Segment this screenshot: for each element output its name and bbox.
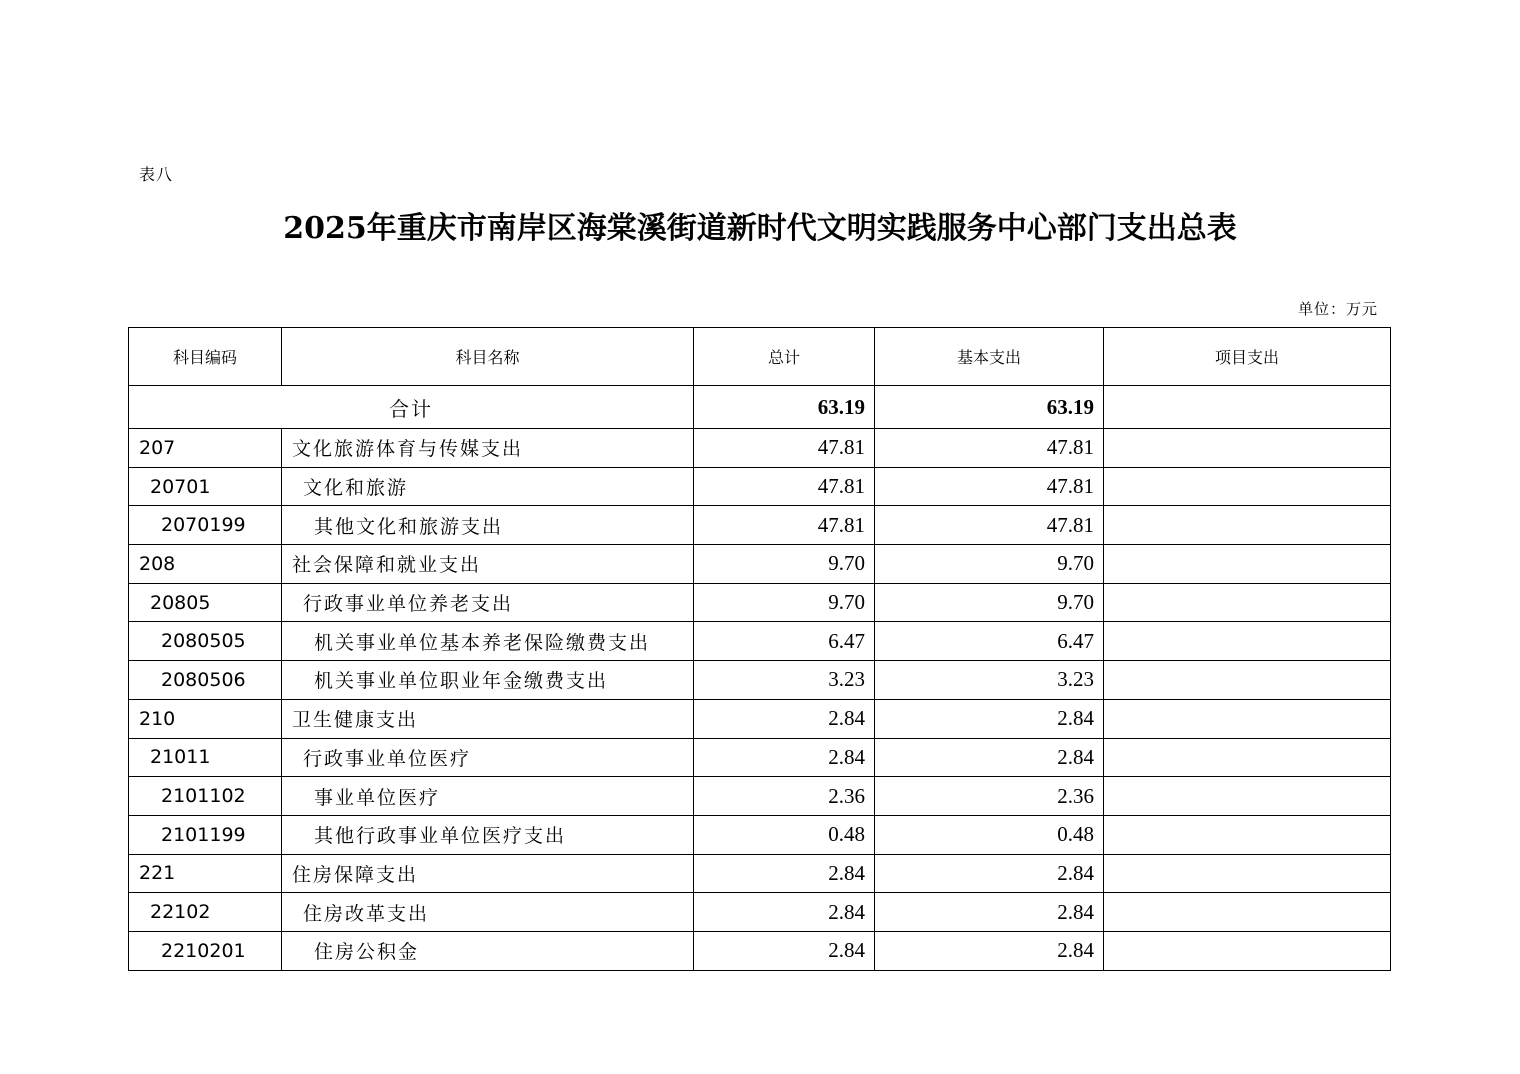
row-basic: 47.81 (875, 467, 1104, 506)
row-code: 207 (129, 429, 282, 468)
header-total: 总计 (694, 328, 875, 386)
row-total: 47.81 (694, 429, 875, 468)
header-basic: 基本支出 (875, 328, 1104, 386)
row-name: 行政事业单位医疗 (282, 738, 694, 777)
row-basic: 0.48 (875, 815, 1104, 854)
table-row (129, 545, 1391, 584)
row-basic: 9.70 (875, 545, 1104, 584)
row-code: 2210201 (129, 931, 282, 970)
row-total: 2.84 (694, 738, 875, 777)
row-code: 20701 (129, 467, 282, 506)
row-project (1104, 506, 1391, 545)
row-code: 21011 (129, 738, 282, 777)
table-row (129, 467, 1391, 506)
row-total: 47.81 (694, 506, 875, 545)
row-total: 9.70 (694, 545, 875, 584)
row-total: 47.81 (694, 467, 875, 506)
table-row (129, 893, 1391, 932)
total-label: 合计 (129, 386, 694, 429)
row-name: 住房改革支出 (282, 893, 694, 932)
header-name: 科目名称 (282, 328, 694, 386)
row-basic: 9.70 (875, 583, 1104, 622)
row-name: 机关事业单位职业年金缴费支出 (282, 661, 694, 700)
row-project (1104, 931, 1391, 970)
row-name: 住房保障支出 (282, 854, 694, 893)
row-name: 卫生健康支出 (282, 699, 694, 738)
row-project (1104, 777, 1391, 816)
total-project (1104, 386, 1391, 429)
row-total: 0.48 (694, 815, 875, 854)
row-total: 2.36 (694, 777, 875, 816)
row-name: 其他文化和旅游支出 (282, 506, 694, 545)
row-name: 社会保障和就业支出 (282, 545, 694, 584)
row-name: 机关事业单位基本养老保险缴费支出 (282, 622, 694, 661)
row-total: 2.84 (694, 854, 875, 893)
total-basic: 63.19 (875, 386, 1104, 429)
page-title: 2025年重庆市南岸区海棠溪街道新时代文明实践服务中心部门支出总表 (283, 211, 1237, 246)
table-row (129, 931, 1391, 970)
row-code: 2070199 (129, 506, 282, 545)
table-row (129, 622, 1391, 661)
row-project (1104, 622, 1391, 661)
row-project (1104, 738, 1391, 777)
row-total: 2.84 (694, 893, 875, 932)
row-basic: 2.84 (875, 699, 1104, 738)
row-basic: 2.84 (875, 931, 1104, 970)
total-total: 63.19 (694, 386, 875, 429)
row-name: 事业单位医疗 (282, 777, 694, 816)
row-total: 9.70 (694, 583, 875, 622)
row-basic: 47.81 (875, 506, 1104, 545)
row-project (1104, 545, 1391, 584)
row-project (1104, 893, 1391, 932)
table-row (129, 699, 1391, 738)
total-row (129, 386, 1391, 429)
row-project (1104, 854, 1391, 893)
row-code: 210 (129, 699, 282, 738)
row-basic: 2.84 (875, 738, 1104, 777)
table-row (129, 738, 1391, 777)
header-code: 科目编码 (129, 328, 282, 386)
row-project (1104, 699, 1391, 738)
table-row (129, 777, 1391, 816)
row-code: 2080505 (129, 622, 282, 661)
table-row (129, 854, 1391, 893)
row-code: 208 (129, 545, 282, 584)
row-basic: 2.84 (875, 854, 1104, 893)
row-project (1104, 661, 1391, 700)
row-total: 2.84 (694, 699, 875, 738)
row-name: 其他行政事业单位医疗支出 (282, 815, 694, 854)
row-name: 行政事业单位养老支出 (282, 583, 694, 622)
row-project (1104, 583, 1391, 622)
row-basic: 3.23 (875, 661, 1104, 700)
row-name: 文化旅游体育与传媒支出 (282, 429, 694, 468)
table-row (129, 815, 1391, 854)
row-total: 2.84 (694, 931, 875, 970)
row-total: 6.47 (694, 622, 875, 661)
row-project (1104, 467, 1391, 506)
unit-label: 单位：万元 (1297, 300, 1378, 318)
row-basic: 2.84 (875, 893, 1104, 932)
row-basic: 6.47 (875, 622, 1104, 661)
row-basic: 47.81 (875, 429, 1104, 468)
row-project (1104, 429, 1391, 468)
table-row (129, 661, 1391, 700)
table-row (129, 429, 1391, 468)
header-project: 项目支出 (1104, 328, 1391, 386)
row-code: 20805 (129, 583, 282, 622)
row-project (1104, 815, 1391, 854)
table-label: 表八 (139, 165, 174, 184)
row-code: 2101102 (129, 777, 282, 816)
expenditure-table (128, 327, 1391, 971)
row-name: 文化和旅游 (282, 467, 694, 506)
table-row (129, 506, 1391, 545)
row-total: 3.23 (694, 661, 875, 700)
row-code: 2101199 (129, 815, 282, 854)
row-code: 22102 (129, 893, 282, 932)
row-code: 2080506 (129, 661, 282, 700)
row-basic: 2.36 (875, 777, 1104, 816)
header-row (129, 328, 1391, 386)
table-row (129, 583, 1391, 622)
row-code: 221 (129, 854, 282, 893)
row-name: 住房公积金 (282, 931, 694, 970)
